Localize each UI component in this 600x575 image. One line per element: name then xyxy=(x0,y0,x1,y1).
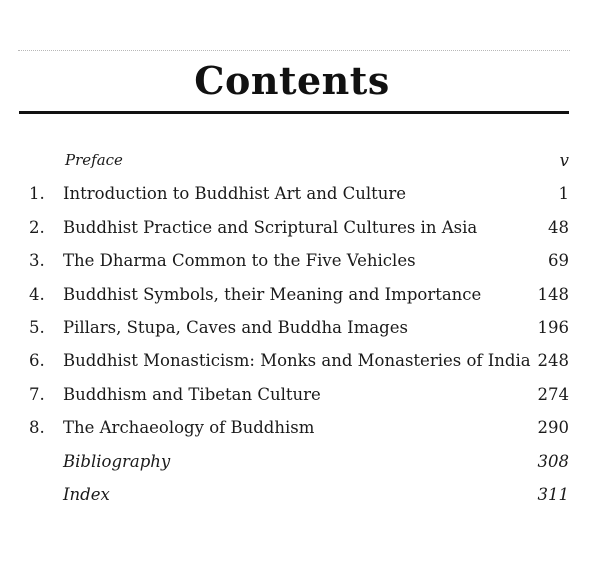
toc-entry-page: 311 xyxy=(537,484,569,504)
toc-entry-page: 308 xyxy=(537,451,569,471)
toc-entry-page: 196 xyxy=(537,317,569,337)
toc-entry-page: 1 xyxy=(558,184,569,204)
toc-entry-page: 48 xyxy=(548,217,569,237)
toc-entry-title: Buddhist Monasticism: Monks and Monasteries of India xyxy=(63,351,531,371)
toc-entry-title: Buddhism and Tibetan Culture xyxy=(63,384,321,404)
title-underline-rule xyxy=(19,111,569,114)
toc-entry-title: Buddhist Practice and Scriptural Cultures in Asia xyxy=(63,217,478,237)
toc-entry-title: Index xyxy=(63,484,110,504)
top-dotted-rule xyxy=(18,50,570,51)
toc-entry-chapter-7[interactable] xyxy=(0,378,600,411)
toc-entry-chapter-3[interactable] xyxy=(0,244,600,277)
toc-entry-title: Preface xyxy=(65,151,123,169)
toc-entry-page: 274 xyxy=(537,384,569,404)
toc-entry-page: 148 xyxy=(537,284,569,304)
toc-entry-page: 69 xyxy=(548,251,569,271)
toc-entry-bibliography[interactable] xyxy=(0,445,600,478)
toc-entry-number: 6. xyxy=(29,351,45,371)
toc-entry-chapter-1[interactable] xyxy=(0,177,600,210)
toc-entry-number: 2. xyxy=(29,217,45,237)
toc-entry-page: v xyxy=(559,151,569,170)
toc-entry-title: Bibliography xyxy=(63,451,171,471)
toc-entry-number: 1. xyxy=(29,184,45,204)
toc-entry-chapter-4[interactable] xyxy=(0,278,600,311)
toc-entry-title: The Dharma Common to the Five Vehicles xyxy=(63,251,416,271)
toc-entry-page: 290 xyxy=(537,418,569,438)
toc-entry-chapter-2[interactable] xyxy=(0,211,600,244)
toc-entry-page: 248 xyxy=(537,351,569,371)
toc-entry-number: 7. xyxy=(29,384,45,404)
toc-entry-title: Pillars, Stupa, Caves and Buddha Images xyxy=(63,317,408,337)
toc-entry-number: 8. xyxy=(29,418,45,438)
page-title: Contents xyxy=(194,58,390,103)
toc-entry-title: The Archaeology of Buddhism xyxy=(63,418,315,438)
toc-entry-number: 3. xyxy=(29,251,45,271)
toc-entry-title: Introduction to Buddhist Art and Culture xyxy=(63,184,407,204)
toc-entry-chapter-6[interactable] xyxy=(0,344,600,377)
toc-entry-number: 4. xyxy=(29,284,45,304)
table-of-contents xyxy=(0,144,600,511)
toc-entry-chapter-5[interactable] xyxy=(0,311,600,344)
toc-entry-chapter-8[interactable] xyxy=(0,411,600,444)
toc-entry-index[interactable] xyxy=(0,478,600,511)
toc-entry-preface[interactable] xyxy=(0,144,600,177)
toc-entry-number: 5. xyxy=(29,317,45,337)
toc-entry-title: Buddhist Symbols, their Meaning and Importance xyxy=(63,284,482,304)
